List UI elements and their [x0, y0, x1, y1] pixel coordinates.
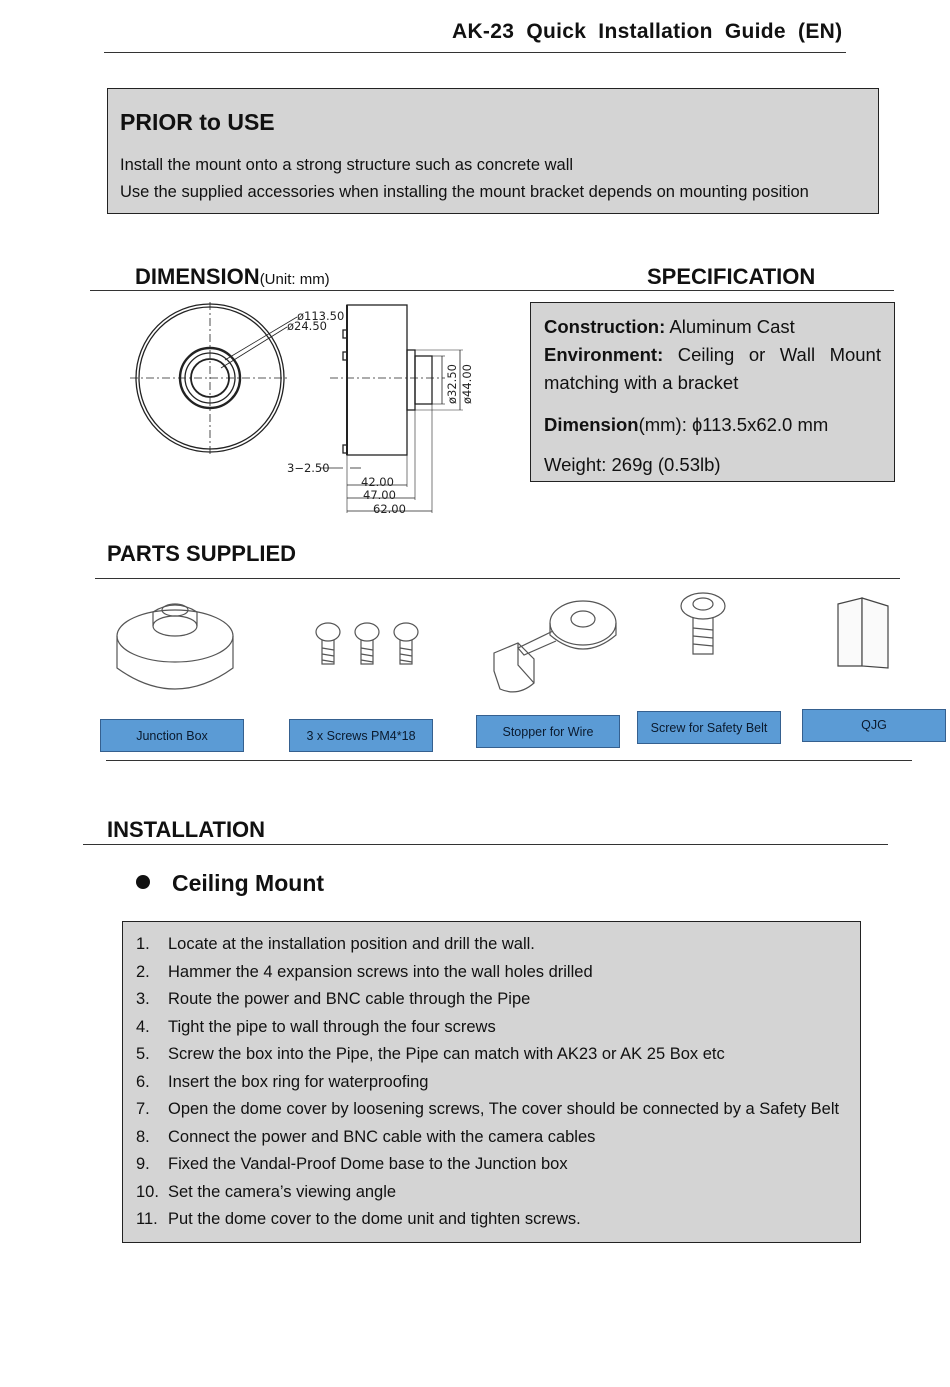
guide-booklet-icon: [832, 592, 894, 670]
screws-icon: [312, 620, 424, 670]
dimension-unit: (Unit: mm): [259, 271, 330, 288]
spec-environment-label: Environment:: [544, 344, 664, 365]
spec-construction: [544, 313, 881, 341]
list-item: [136, 1096, 839, 1124]
installation-rule: [83, 844, 888, 845]
spec-environment-value: Ceiling or Wall Mount matching with a bracket: [544, 344, 881, 393]
part-label-junction-box: Junction Box: [100, 719, 244, 752]
list-item: [136, 959, 839, 987]
document-title: AK-23 Quick Installation Guide (EN): [452, 20, 843, 43]
step-number: 10.: [136, 1182, 159, 1201]
part-label-wire-stopper: Stopper for Wire: [476, 715, 620, 748]
list-item: [136, 1151, 839, 1179]
step-text: Screw the box into the Pipe, the Pipe can match with AK23 or AK 25 Box etc: [168, 1045, 725, 1063]
spec-dimension: [544, 411, 881, 439]
step-text: Fixed the Vandal-Proof Dome base to the Junction box: [168, 1155, 568, 1173]
bullet-icon: [136, 875, 150, 889]
dimension-title: DIMENSION: [135, 264, 260, 289]
part-label-screws: 3 x Screws PM4*18: [289, 719, 433, 752]
step-number: 11.: [136, 1210, 158, 1228]
spec-environment: [544, 341, 881, 397]
parts-bottom-rule: [106, 760, 912, 761]
dimension-heading: [135, 264, 330, 290]
ceiling-mount-title: Ceiling Mount: [172, 870, 325, 896]
step-text: Hammer the 4 expansion screws into the wall holes drilled: [168, 962, 593, 981]
side-body: [347, 305, 407, 455]
step-text: Locate at the installation position and drill the wall.: [168, 935, 535, 953]
step-number: 9.: [136, 1155, 150, 1173]
dim-inner-diameter: ø24.50: [287, 319, 327, 333]
dim-440: ø44.00: [460, 364, 474, 404]
prior-heading: PRIOR to USE: [120, 109, 275, 135]
specification-heading: SPECIFICATION: [647, 264, 816, 289]
part-label-safety-screw: Screw for Safety Belt: [637, 711, 781, 744]
step-number: 8.: [136, 1127, 150, 1146]
installation-heading: INSTALLATION: [107, 817, 266, 842]
parts-heading: PARTS SUPPLIED: [107, 541, 297, 566]
installation-steps: [136, 931, 839, 1234]
list-item: [136, 1041, 839, 1069]
dim-42: 42.00: [361, 475, 394, 489]
spec-construction-value: Aluminum Cast: [669, 316, 795, 337]
safety-screw-icon: [676, 590, 730, 660]
list-item: [136, 1206, 839, 1234]
step-number: 2.: [136, 962, 150, 981]
list-item: [136, 1179, 839, 1207]
list-item: [136, 931, 839, 959]
step-text: Route the power and BNC cable through the Pipe: [168, 990, 531, 1008]
step-number: 7.: [136, 1100, 150, 1118]
step-text: Insert the box ring for waterproofing: [168, 1072, 429, 1091]
prior-to-use-box: [107, 88, 879, 214]
installation-steps-box: [122, 921, 861, 1243]
spec-dimension-value: (mm): ɸ113.5x62.0 mm: [638, 414, 829, 435]
step-text: Open the dome cover by loosening screws, The cover should be connected by a Safety Belt: [168, 1100, 840, 1118]
prior-line-2: Use the supplied accessories when installing the mount bracket depends on mounting position: [120, 183, 809, 201]
dim-62: 62.00: [373, 502, 406, 516]
step-number: 1.: [136, 935, 150, 953]
dim-325: ø32.50: [445, 364, 459, 404]
step-number: 5.: [136, 1045, 150, 1063]
spec-weight: Weight: 269g (0.53lb): [544, 454, 721, 475]
step-text: Put the dome cover to the dome unit and tighten screws.: [168, 1210, 581, 1228]
list-item: [136, 986, 839, 1014]
parts-rule: [95, 578, 900, 579]
step-text: Set the camera’s viewing angle: [168, 1182, 397, 1201]
part-label-guide: QJG: [802, 709, 946, 742]
step-number: 3.: [136, 990, 150, 1008]
specification-box: [530, 302, 895, 482]
prior-line-1: Install the mount onto a strong structure such as concrete wall: [120, 156, 574, 174]
list-item: [136, 1124, 839, 1152]
step-number: 4.: [136, 1017, 150, 1036]
dim-outer-diameter: ø113.50: [297, 309, 345, 323]
step-text: Connect the power and BNC cable with the camera cables: [168, 1127, 596, 1146]
list-item: [136, 1014, 839, 1042]
dim-47: 47.00: [363, 488, 396, 502]
wire-stopper-icon: [488, 593, 623, 698]
list-item: [136, 1069, 839, 1097]
ceiling-mount-heading: [136, 870, 324, 897]
dim-thread: 3−2.50: [287, 461, 330, 475]
dimension-rule: [90, 290, 894, 291]
step-text: Tight the pipe to wall through the four screws: [168, 1017, 496, 1036]
spec-dimension-label: Dimension: [544, 414, 639, 435]
spec-construction-label: Construction:: [544, 316, 666, 337]
junction-box-icon: [110, 588, 240, 700]
dimension-drawing: [125, 300, 485, 520]
step-number: 6.: [136, 1072, 150, 1091]
header-rule: [104, 52, 846, 53]
